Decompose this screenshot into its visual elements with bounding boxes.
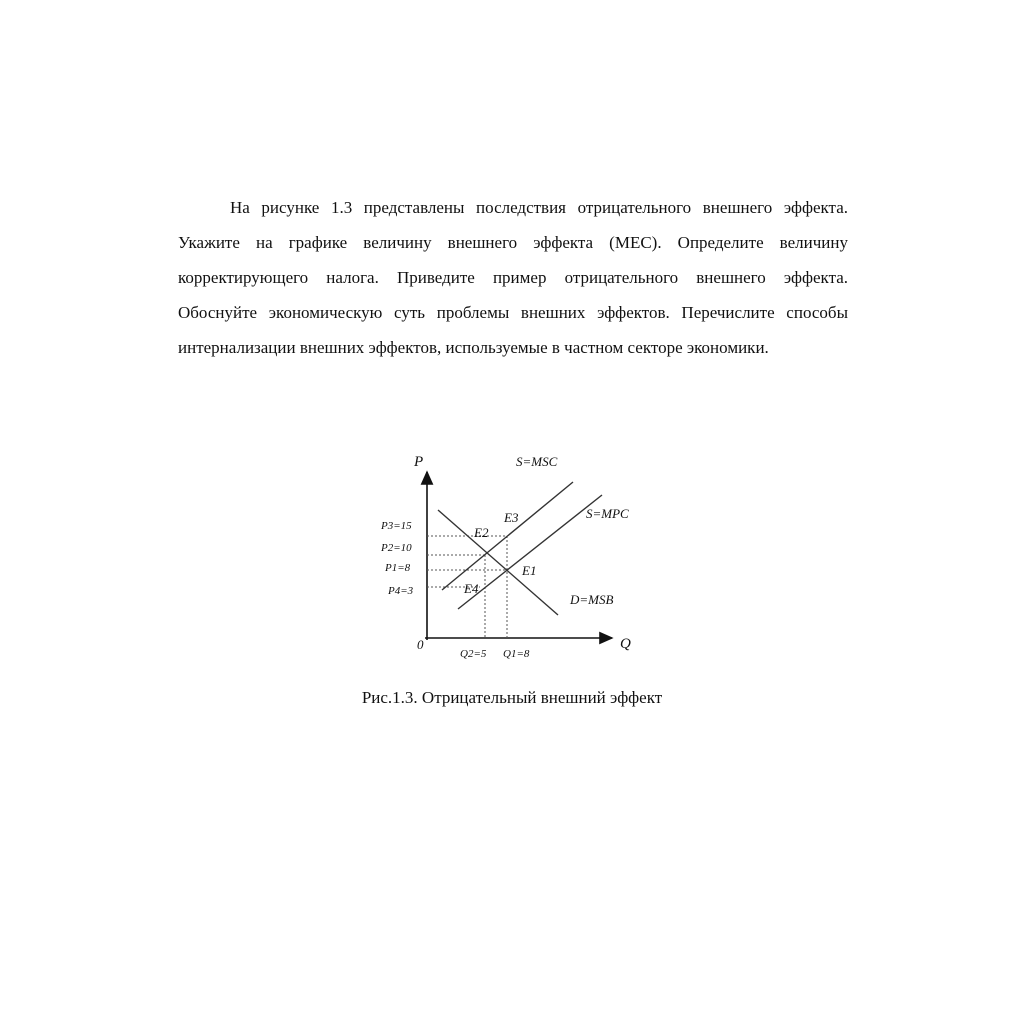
figure-caption: Рис.1.3. Отрицательный внешний эффект [361, 688, 663, 707]
quantity-q1-label: Q1=8 [503, 648, 530, 660]
origin-label: 0 [417, 637, 424, 652]
point-e2: E2 [474, 525, 489, 540]
point-e1: E1 [522, 563, 537, 578]
price-p3-label: P3=15 [381, 520, 412, 532]
task-paragraph: На рисунке 1.3 представлены последствия отрицательного внешнего эффекта. Укажите на графике величину внешнего эффекта (MEC). Определите величину корректирующего налога. Приведите пример отрицательного внешнего эффекта. Обоснуйте экономическую суть проблемы внешних эффектов. Перечислите способы интернализации внешних эффектов, используемые в частном секторе экономики. [178, 198, 848, 357]
x-axis-label: Q [620, 636, 631, 652]
quantity-q2-label: Q2=5 [460, 648, 487, 660]
mpc-label: S=MPC [586, 506, 629, 521]
price-p2-label: P2=10 [381, 542, 412, 554]
price-p4-label: P4=3 [388, 585, 414, 597]
msc-label: S=MSC [516, 454, 558, 469]
msb-label: D=MSB [570, 592, 614, 607]
price-p1-label: P1=8 [385, 562, 411, 574]
demand-msb-line [438, 510, 558, 615]
point-e4: E4 [464, 581, 479, 596]
point-e3: E3 [504, 510, 519, 525]
y-axis-label: P [414, 454, 424, 470]
